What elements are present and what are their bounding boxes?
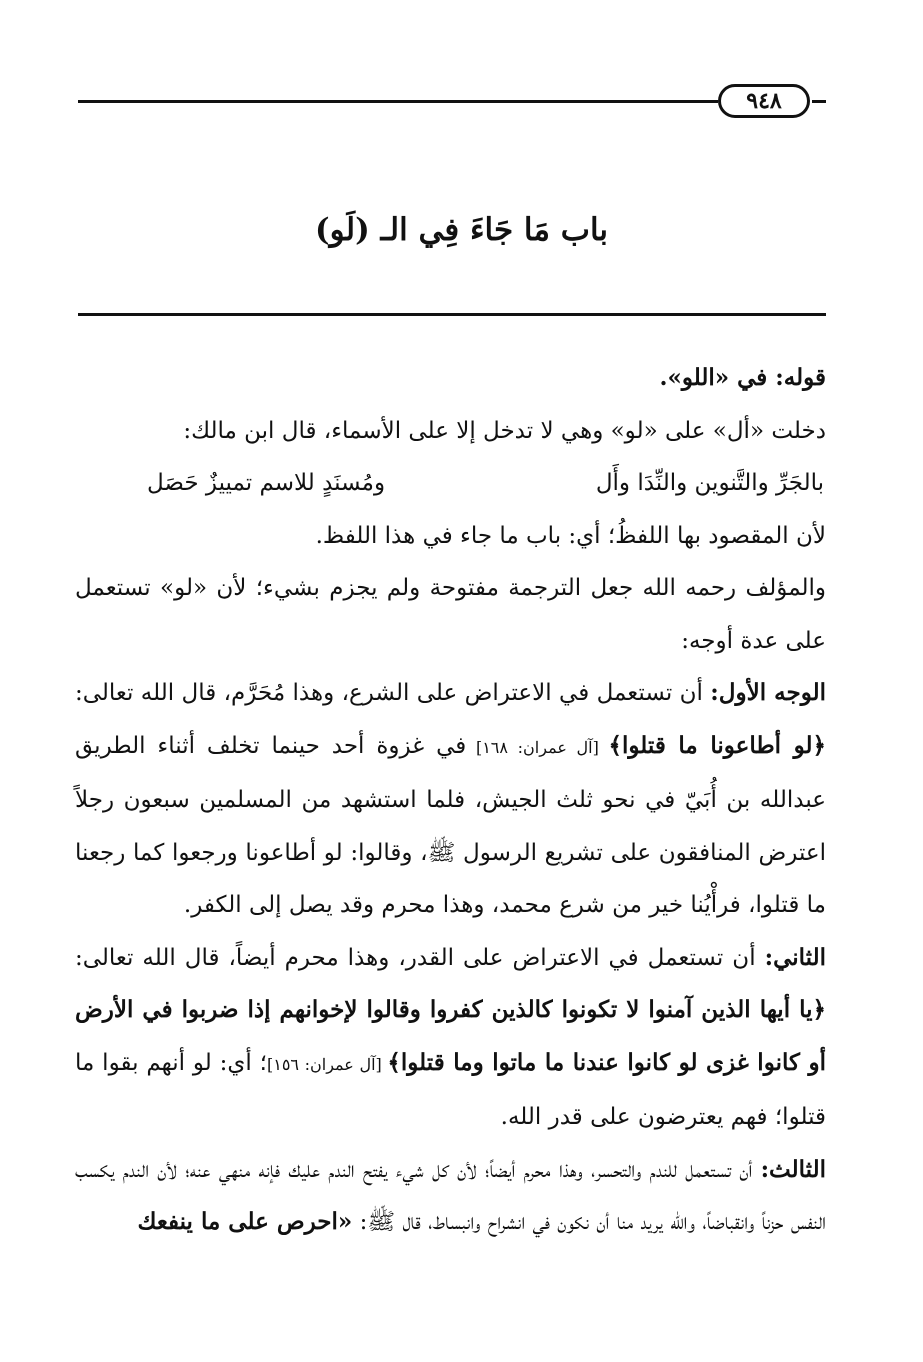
paragraph-first-aspect <box>75 667 826 932</box>
body-text <box>75 352 826 1249</box>
intro-text: قوله: في «اللو». <box>659 364 826 391</box>
second-aspect-text: أن تستعمل في الاعتراض على القدر، وهذا محرم أيضاً، قال الله تعالى: <box>75 944 765 971</box>
paragraph-intro <box>75 352 826 405</box>
second-aspect-explanation: ؛ أي: لو أنهم بقوا ما قتلوا؛ فهم يعترضون على قدر الله. <box>75 1049 826 1130</box>
first-aspect-reference: [آل عمران: ١٦٨] <box>466 737 609 757</box>
paragraph-second-aspect <box>75 932 826 1144</box>
paragraph-third-aspect <box>75 1144 826 1249</box>
verse-second-hemistich: ومُسنَدٍ للاسم تمييزٌ حَصَل <box>147 470 386 496</box>
first-aspect-text: أن تستعمل في الاعتراض على الشرع، وهذا مُحَرَّم، قال الله تعالى: <box>75 680 711 706</box>
second-aspect-label: الثاني: <box>764 943 826 971</box>
first-aspect-explanation: في غزوة أحد حينما تخلف أثناء الطريق عبدالله بن أُبَيّ في نحو ثلث الجيش، فلما استشهد من المسلمين سبعون رجلاً اعترض المنافقون على تشريع الرسول ﷺ، وقالوا: لو أطاعونا ورجعوا كما رجعنا ما قتلوا، فرأْيُنا خير من شرع محمد، وهذا محرم وقد يصل إلى الكفر. <box>75 732 826 918</box>
paragraph-al: دخلت «أل» على «لو» وهي لا تدخل إلا على الأسماء، قال ابن مالك: <box>183 417 826 444</box>
chapter-title: باب مَا جَاءَ فِي الـ (لَو) <box>314 212 609 248</box>
third-aspect-text: أن تستعمل للندم والتحسر، وهذا محرم أيضاً؛ لأن كل شيء يفتح الندم عليك فإنه منهي عنه؛ لأن الندم يكسب النفس حزناً وانقباضاً، والله يريد منا أن نكون في انشراح وانبساط، قال ﷺ: <box>75 1156 826 1235</box>
first-aspect-label: الوجه الأول: <box>710 679 826 706</box>
second-aspect-quran-quote: ﴿يا أيها الذين آمنوا لا تكونوا كالذين كفروا وقالوا لإخوانهم إذا ضربوا في الأرض أو كانوا غزى لو كانوا عندنا ما ماتوا وما قتلوا﴾ <box>75 996 826 1076</box>
third-aspect-hadith-quote: «احرص على ما ينفعك <box>137 1208 353 1235</box>
paragraph-meaning: لأن المقصود بها اللفظُ؛ أي: باب ما جاء في هذا اللفظ. <box>315 522 826 549</box>
header-rule-left <box>78 100 718 103</box>
title-rule <box>78 313 826 316</box>
second-aspect-reference: [آل عمران: ١٥٦] <box>266 1054 388 1074</box>
header-rule-right <box>812 100 826 103</box>
verse-first-hemistich: بالجَرِّ والتَّنوين والنِّدَا وأَل <box>595 470 824 496</box>
page-number-badge: ٩٤٨ <box>718 84 810 118</box>
third-aspect-label: الثالث: <box>760 1155 826 1183</box>
poem-verse <box>75 457 826 510</box>
paragraph-author: والمؤلف رحمه الله جعل الترجمة مفتوحة ولم يجزم بشيء؛ لأن «لو» تستعمل على عدة أوجه: <box>75 575 826 654</box>
first-aspect-quran-quote: ﴿لو أطاعونا ما قتلوا﴾ <box>608 731 827 759</box>
